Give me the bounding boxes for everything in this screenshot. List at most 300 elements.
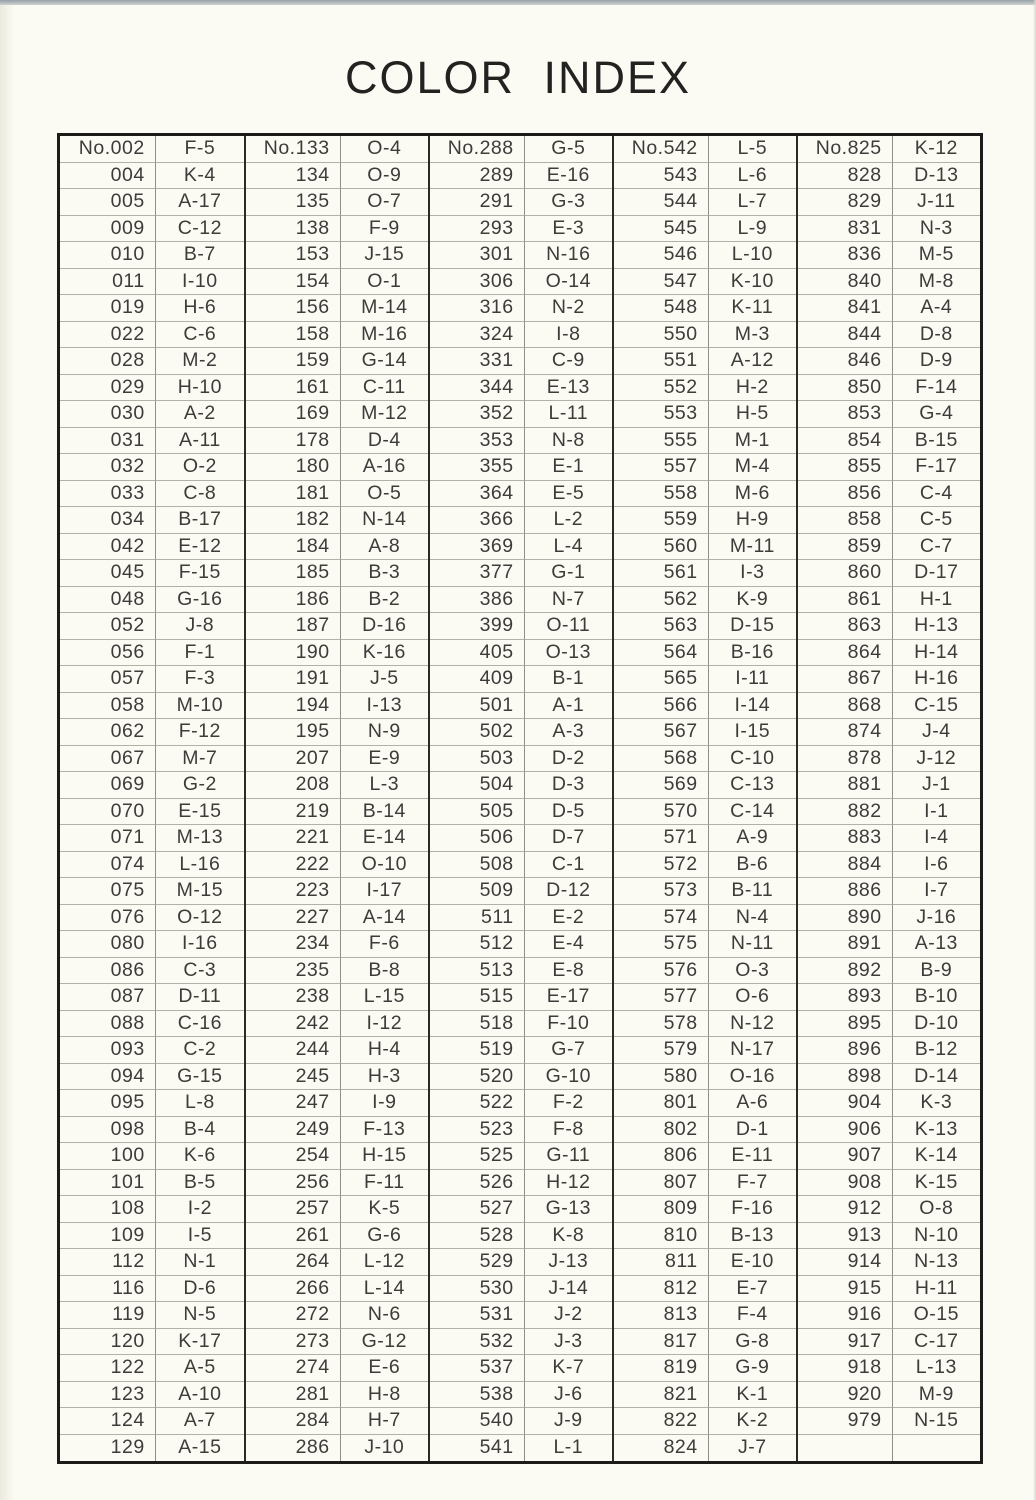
no-cell: 891	[798, 931, 893, 958]
code-cell: C-6	[156, 322, 244, 349]
code-cell: K-12	[893, 136, 980, 163]
code-cell: G-13	[525, 1196, 612, 1223]
code-cell: I-6	[893, 852, 980, 879]
code-cell: E-13	[525, 375, 612, 402]
no-cell: 575	[614, 931, 709, 958]
no-cell: No.133	[246, 136, 341, 163]
no-cell: 505	[430, 799, 525, 826]
code-cell: L-5	[709, 136, 796, 163]
code-cell: M-15	[156, 878, 244, 905]
code-cell: J-9	[525, 1408, 612, 1435]
no-cell: 331	[430, 348, 525, 375]
code-cell: C-17	[893, 1329, 980, 1356]
no-cell: 071	[60, 825, 156, 852]
no-cell: 169	[246, 401, 341, 428]
code-cell: F-11	[341, 1170, 428, 1197]
column-group	[428, 136, 612, 1461]
no-cell: 560	[614, 534, 709, 561]
code-cell: H-6	[156, 295, 244, 322]
code-cell: E-12	[156, 534, 244, 561]
no-cell: 568	[614, 746, 709, 773]
code-cell: N-4	[709, 905, 796, 932]
code-cell: H-15	[341, 1143, 428, 1170]
code-cell: J-5	[341, 666, 428, 693]
code-cell: H-13	[893, 613, 980, 640]
no-cell: 409	[430, 666, 525, 693]
code-cell: H-14	[893, 640, 980, 667]
code-cell: I-4	[893, 825, 980, 852]
no-cell: 856	[798, 481, 893, 508]
code-cell: E-8	[525, 958, 612, 985]
no-cell: 029	[60, 375, 156, 402]
no-cell: 034	[60, 507, 156, 534]
code-cell: F-16	[709, 1196, 796, 1223]
code-cell: L-16	[156, 852, 244, 879]
code-cell: K-4	[156, 163, 244, 190]
no-cell: 281	[246, 1382, 341, 1409]
code-cell: I-2	[156, 1196, 244, 1223]
no-cell: 555	[614, 428, 709, 455]
code-cell: K-2	[709, 1408, 796, 1435]
no-cell: 846	[798, 348, 893, 375]
code-cell: D-9	[893, 348, 980, 375]
code-cell: G-16	[156, 587, 244, 614]
code-cell: H-12	[525, 1170, 612, 1197]
code-cell: D-2	[525, 746, 612, 773]
code-cell: I-3	[709, 560, 796, 587]
no-cell: 004	[60, 163, 156, 190]
no-cell: 892	[798, 958, 893, 985]
code-cell: J-10	[364, 1436, 405, 1459]
code-cell: B-2	[341, 587, 428, 614]
code-cell: E-4	[525, 931, 612, 958]
no-cell: 086	[60, 958, 156, 985]
no-cell: 802	[614, 1117, 709, 1144]
code-cell: M-13	[156, 825, 244, 852]
code-cell: L-3	[341, 772, 428, 799]
code-cell: G-2	[156, 772, 244, 799]
code-cell: B-12	[893, 1037, 980, 1064]
code-cell: D-4	[341, 428, 428, 455]
code-cell: N-6	[341, 1302, 428, 1329]
no-cell: 123	[60, 1382, 156, 1409]
code-cell: K-9	[709, 587, 796, 614]
code-cell: E-2	[525, 905, 612, 932]
code-cell: E-17	[525, 984, 612, 1011]
code-cell: J-4	[893, 719, 980, 746]
code-cell: F-4	[709, 1302, 796, 1329]
no-cell: 840	[798, 269, 893, 296]
code-cell: O-15	[893, 1302, 980, 1329]
no-cell: 191	[246, 666, 341, 693]
code-cell: N-7	[525, 587, 612, 614]
no-cell: 561	[614, 560, 709, 587]
no-cell: 159	[246, 348, 341, 375]
no-cell: 810	[614, 1223, 709, 1250]
no-cell: 273	[246, 1329, 341, 1356]
no-cell: 154	[246, 269, 341, 296]
code-cell: N-5	[156, 1302, 244, 1329]
code-cell: D-16	[341, 613, 428, 640]
code-cell: O-9	[341, 163, 428, 190]
code-cell: G-9	[709, 1355, 796, 1382]
code-cell: I-10	[156, 269, 244, 296]
no-cell: 513	[430, 958, 525, 985]
no-cell: 057	[60, 666, 156, 693]
code-cell: E-6	[341, 1355, 428, 1382]
no-cell: 042	[60, 534, 156, 561]
no-cell: 576	[614, 958, 709, 985]
no-cell: 094	[60, 1064, 156, 1091]
no-cell: 301	[430, 242, 525, 269]
code-cell: E-14	[341, 825, 428, 852]
code-cell: O-1	[341, 269, 428, 296]
code-cell: K-5	[341, 1196, 428, 1223]
code-cell: O-10	[341, 852, 428, 879]
no-cell: 093	[60, 1037, 156, 1064]
code-cell: E-16	[525, 163, 612, 190]
code-cell: I-13	[341, 693, 428, 720]
no-cell: 194	[246, 693, 341, 720]
no-cell: 227	[246, 905, 341, 932]
code-cell: N-12	[709, 1011, 796, 1038]
code-cell: H-10	[156, 375, 244, 402]
no-cell: 135	[246, 189, 341, 216]
code-cell: I-1	[893, 799, 980, 826]
code-cell: H-2	[709, 375, 796, 402]
no-cell: 546	[614, 242, 709, 269]
code-cell: B-14	[341, 799, 428, 826]
no-cell: 508	[430, 852, 525, 879]
code-cell: N-9	[341, 719, 428, 746]
no-cell: 916	[798, 1302, 893, 1329]
code-cell: F-13	[341, 1117, 428, 1144]
code-cell: G-10	[525, 1064, 612, 1091]
no-cell: 531	[430, 1302, 525, 1329]
code-cell: M-16	[341, 322, 428, 349]
code-cell: A-10	[156, 1382, 244, 1409]
no-cell: 316	[430, 295, 525, 322]
no-cell: 352	[430, 401, 525, 428]
scan-left-shade	[0, 5, 14, 1500]
code-cell: K-6	[156, 1143, 244, 1170]
code-cell: B-4	[156, 1117, 244, 1144]
code-cell: N-1	[156, 1249, 244, 1276]
no-cell: No.288	[430, 136, 525, 163]
code-cell: N-13	[893, 1249, 980, 1276]
code-cell: M-6	[709, 481, 796, 508]
no-cell: 377	[430, 560, 525, 587]
code-cell: K-3	[893, 1090, 980, 1117]
code-cell: N-14	[341, 507, 428, 534]
no-cell: 817	[614, 1329, 709, 1356]
code-cell: J-2	[525, 1302, 612, 1329]
code-cell: C-2	[156, 1037, 244, 1064]
code-cell: I-16	[156, 931, 244, 958]
code-cell: J-12	[893, 746, 980, 773]
code-cell: G-4	[893, 401, 980, 428]
code-cell: O-6	[709, 984, 796, 1011]
code-cell: H-7	[341, 1408, 428, 1435]
code-cell: N-16	[525, 242, 612, 269]
no-cell: 030	[60, 401, 156, 428]
no-cell: 896	[798, 1037, 893, 1064]
code-cell: A-5	[156, 1355, 244, 1382]
code-cell: C-4	[893, 481, 980, 508]
no-cell: 386	[430, 587, 525, 614]
code-cell: K-8	[525, 1223, 612, 1250]
no-cell: 344	[430, 375, 525, 402]
no-cell: 829	[798, 189, 893, 216]
code-cell: F-5	[156, 136, 244, 163]
code-cell: C-11	[341, 375, 428, 402]
no-cell: 058	[60, 693, 156, 720]
code-cell: D-8	[893, 322, 980, 349]
no-cell: 881	[798, 772, 893, 799]
no-cell: 519	[430, 1037, 525, 1064]
no-cell: 109	[60, 1223, 156, 1250]
no-cell: 904	[798, 1090, 893, 1117]
no-cell: 819	[614, 1355, 709, 1382]
code-cell: C-10	[709, 746, 796, 773]
no-cell: 806	[614, 1143, 709, 1170]
no-cell: 841	[798, 295, 893, 322]
code-cell: D-1	[709, 1117, 796, 1144]
code-cell: B-16	[709, 640, 796, 667]
code-cell: K-11	[709, 295, 796, 322]
no-cell: 917	[798, 1329, 893, 1356]
code-cell: L-9	[709, 216, 796, 243]
code-cell: A-7	[156, 1408, 244, 1435]
no-cell: 515	[430, 984, 525, 1011]
code-cell: D-3	[525, 772, 612, 799]
no-cell: 801	[614, 1090, 709, 1117]
no-cell: 577	[614, 984, 709, 1011]
code-cell: O-12	[156, 905, 244, 932]
no-cell: 580	[614, 1064, 709, 1091]
no-cell: 855	[798, 454, 893, 481]
no-cell: 186	[246, 587, 341, 614]
no-cell: 890	[798, 905, 893, 932]
code-cell: A-11	[156, 428, 244, 455]
no-cell: 544	[614, 189, 709, 216]
no-cell: 567	[614, 719, 709, 746]
code-cell: J-13	[525, 1249, 612, 1276]
no-cell: 530	[430, 1276, 525, 1303]
no-cell: 915	[798, 1276, 893, 1303]
no-cell: 844	[798, 322, 893, 349]
column-group	[612, 136, 796, 1461]
no-cell: 813	[614, 1302, 709, 1329]
code-cell: G-1	[525, 560, 612, 587]
code-cell: J-3	[525, 1329, 612, 1356]
no-cell: 009	[60, 216, 156, 243]
no-cell: 088	[60, 1011, 156, 1038]
no-cell: 874	[798, 719, 893, 746]
code-cell: K-16	[341, 640, 428, 667]
no-cell: 918	[798, 1355, 893, 1382]
code-cell: K-1	[709, 1382, 796, 1409]
code-cell: D-12	[525, 878, 612, 905]
no-cell: 187	[246, 613, 341, 640]
no-cell: 503	[430, 746, 525, 773]
code-cell: A-13	[893, 931, 980, 958]
code-cell: I-12	[341, 1011, 428, 1038]
code-cell: F-12	[156, 719, 244, 746]
no-cell: 860	[798, 560, 893, 587]
no-cell: 572	[614, 852, 709, 879]
no-cell: 195	[246, 719, 341, 746]
no-cell: 355	[430, 454, 525, 481]
no-cell: 100	[60, 1143, 156, 1170]
code-cell: O-4	[341, 136, 428, 163]
no-cell: 861	[798, 587, 893, 614]
code-cell: K-13	[893, 1117, 980, 1144]
no-cell: 108	[60, 1196, 156, 1223]
no-cell: 523	[430, 1117, 525, 1144]
code-cell: N-11	[709, 931, 796, 958]
no-cell: 811	[614, 1249, 709, 1276]
no-cell: 868	[798, 693, 893, 720]
code-cell: G-7	[525, 1037, 612, 1064]
code-cell: H-3	[341, 1064, 428, 1091]
code-cell: O-2	[156, 454, 244, 481]
code-cell: L-1	[553, 1436, 584, 1459]
no-cell: 558	[614, 481, 709, 508]
no-cell: 809	[614, 1196, 709, 1223]
code-cell: G-14	[341, 348, 428, 375]
code-cell: A-9	[709, 825, 796, 852]
no-cell: 565	[614, 666, 709, 693]
no-cell: 244	[246, 1037, 341, 1064]
no-cell: 886	[798, 878, 893, 905]
code-cell: D-11	[156, 984, 244, 1011]
no-cell: 022	[60, 322, 156, 349]
no-cell: 543	[614, 163, 709, 190]
no-cell: 570	[614, 799, 709, 826]
code-cell: L-6	[709, 163, 796, 190]
code-cell: A-16	[341, 454, 428, 481]
no-cell: 545	[614, 216, 709, 243]
no-cell: 850	[798, 375, 893, 402]
no-cell: 070	[60, 799, 156, 826]
code-cell: G-12	[341, 1329, 428, 1356]
no-cell: 011	[60, 269, 156, 296]
code-cell: F-10	[525, 1011, 612, 1038]
code-cell: H-9	[709, 507, 796, 534]
code-cell: G-15	[156, 1064, 244, 1091]
code-cell: F-15	[156, 560, 244, 587]
code-cell: L-14	[341, 1276, 428, 1303]
no-cell: 223	[246, 878, 341, 905]
no-cell: 286	[246, 1435, 341, 1462]
no-cell: 364	[430, 481, 525, 508]
no-cell: 399	[430, 613, 525, 640]
code-cell: C-14	[709, 799, 796, 826]
code-cell: O-16	[709, 1064, 796, 1091]
code-cell: B-6	[709, 852, 796, 879]
column-group	[244, 136, 428, 1461]
no-cell: 807	[614, 1170, 709, 1197]
no-cell: 264	[246, 1249, 341, 1276]
code-cell: I-14	[709, 693, 796, 720]
no-cell: 883	[798, 825, 893, 852]
code-cell: I-17	[341, 878, 428, 905]
code-cell: M-11	[709, 534, 796, 561]
code-cell: F-14	[893, 375, 980, 402]
code-cell: K-10	[709, 269, 796, 296]
code-cell: O-7	[341, 189, 428, 216]
no-cell: 222	[246, 852, 341, 879]
code-cell: G-5	[525, 136, 612, 163]
no-cell: 180	[246, 454, 341, 481]
no-cell: 119	[60, 1302, 156, 1329]
code-cell: N-2	[525, 295, 612, 322]
no-cell: 306	[430, 269, 525, 296]
no-cell: 138	[246, 216, 341, 243]
no-cell: 532	[430, 1329, 525, 1356]
no-cell: 913	[798, 1223, 893, 1250]
no-cell: 912	[798, 1196, 893, 1223]
no-cell: 506	[430, 825, 525, 852]
scan-top-edge	[0, 0, 1036, 5]
no-cell: 353	[430, 428, 525, 455]
no-cell: 518	[430, 1011, 525, 1038]
no-cell: 525	[430, 1143, 525, 1170]
no-cell: 207	[246, 746, 341, 773]
code-cell: C-3	[156, 958, 244, 985]
no-cell: 895	[798, 1011, 893, 1038]
no-cell: 551	[614, 348, 709, 375]
no-cell: 181	[246, 481, 341, 508]
code-cell: D-17	[893, 560, 980, 587]
code-cell: N-15	[893, 1408, 980, 1435]
no-cell: 182	[246, 507, 341, 534]
no-cell: 254	[246, 1143, 341, 1170]
no-cell: 031	[60, 428, 156, 455]
code-cell: J-15	[341, 242, 428, 269]
code-cell: J-11	[893, 189, 980, 216]
code-cell: A-15	[178, 1436, 222, 1459]
code-cell: G-3	[525, 189, 612, 216]
no-cell: 537	[430, 1355, 525, 1382]
no-cell: 153	[246, 242, 341, 269]
no-cell: 528	[430, 1223, 525, 1250]
no-cell: 156	[246, 295, 341, 322]
no-cell: 284	[246, 1408, 341, 1435]
no-cell: 550	[614, 322, 709, 349]
code-cell: L-15	[341, 984, 428, 1011]
no-cell: 019	[60, 295, 156, 322]
no-cell: 184	[246, 534, 341, 561]
no-cell: 522	[430, 1090, 525, 1117]
no-cell: 219	[246, 799, 341, 826]
code-cell: B-5	[156, 1170, 244, 1197]
no-cell: 266	[246, 1276, 341, 1303]
color-index-table	[57, 133, 983, 1464]
no-cell: 005	[60, 189, 156, 216]
code-cell: M-9	[893, 1382, 980, 1409]
code-cell: L-11	[525, 401, 612, 428]
code-cell: E-7	[709, 1276, 796, 1303]
code-cell: L-2	[525, 507, 612, 534]
code-cell: C-16	[156, 1011, 244, 1038]
code-cell: M-2	[156, 348, 244, 375]
no-cell: 274	[246, 1355, 341, 1382]
code-cell: L-12	[341, 1249, 428, 1276]
code-cell: F-3	[156, 666, 244, 693]
no-cell: 526	[430, 1170, 525, 1197]
